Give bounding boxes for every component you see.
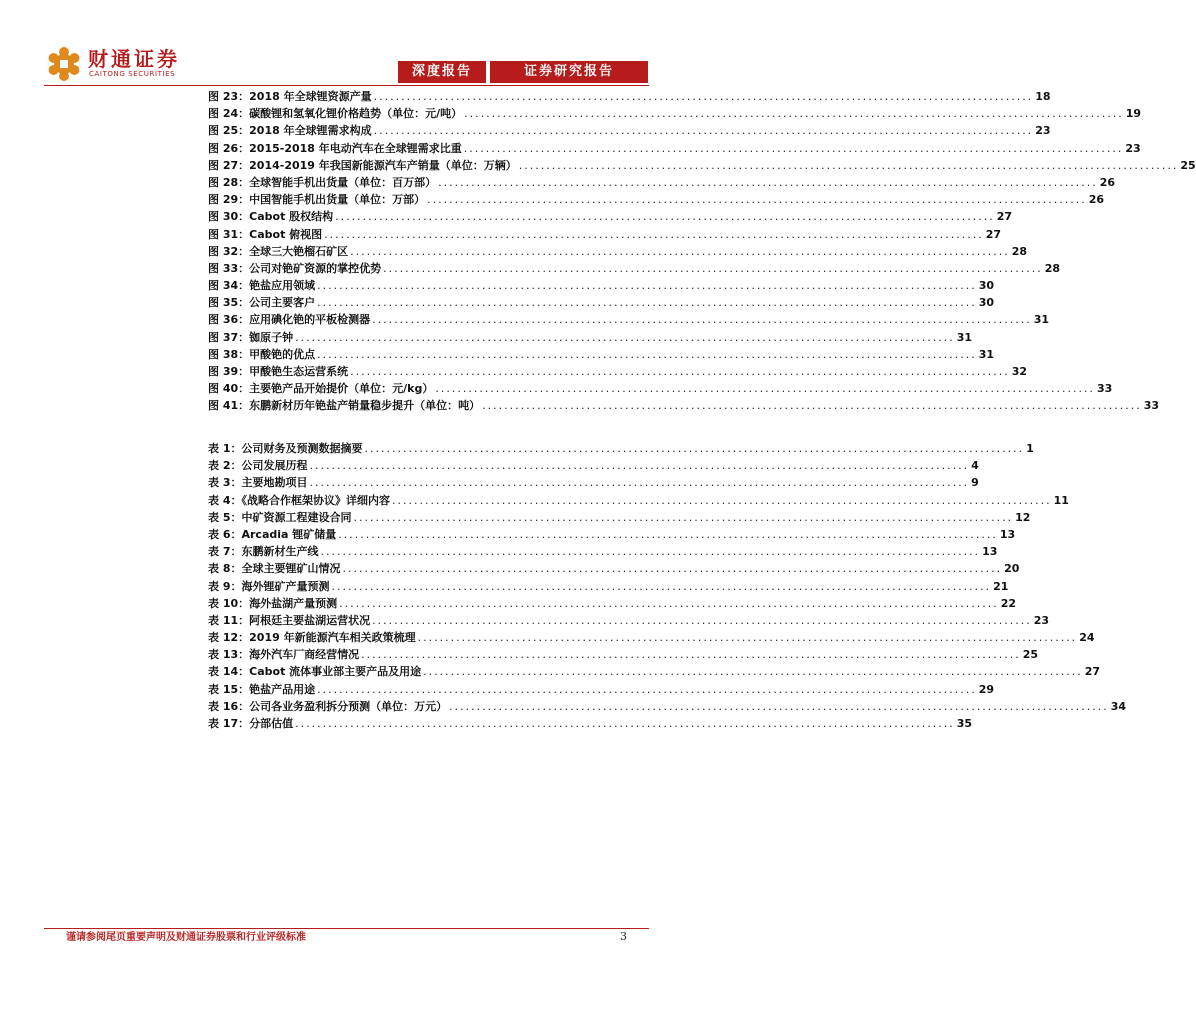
figure-index-entry-page: 27 [985,227,1002,241]
figure-index-entry-page: 31 [956,330,973,344]
leader-dots: ........................................................................................................................ [309,476,970,490]
figure-index-entry-page: 33 [1096,382,1113,396]
figure-index-entry-page: 25 [1180,158,1196,172]
table-index-entry[interactable] [208,474,979,491]
table-index-entry-page: 13 [999,527,1016,541]
table-index-entry[interactable] [208,578,1009,595]
table-index-entry-title: 表 13：海外汽车厂商经营情况 [208,648,360,662]
table-index-entry-page: 11 [1053,493,1069,507]
leader-dots: ........................................................................................................................ [342,562,1003,576]
figure-index-entry-page: 32 [1011,365,1028,378]
leader-dots: ........................................................................................................................ [324,227,984,241]
leader-dots: ........................................................................................................................ [353,510,1014,524]
table-index-entry-page: 22 [1000,596,1017,610]
figure-index-entry-page: 30 [978,279,995,293]
leader-dots: ........................................................................................................................ [361,648,1021,662]
figure-index-entry-page: 33 [1143,399,1160,413]
figure-index-entry-title: 图 39：甲酸铯生态运营系统 [208,365,349,378]
figure-index-entry-title: 图 35：公司主要客户 [208,296,316,310]
table-index-entry-title: 表 14：Cabot 流体事业部主要产品及用途 [208,665,422,679]
figure-index-entry[interactable] [208,329,973,346]
leader-dots: ........................................................................................................................ [339,596,999,610]
table-index-entry[interactable] [208,681,995,698]
table-index-entry-page: 25 [1022,648,1039,662]
leader-dots: ........................................................................................................................ [438,175,1098,189]
table-index-entry-page: 27 [1084,665,1101,679]
leader-dots: ........................................................................................................................ [391,493,1052,507]
figure-index-entry[interactable] [208,174,1116,191]
brand-name-cn: 财通证券 [88,47,180,71]
leader-dots: ........................................................................................................................ [372,613,1032,627]
table-index-entry-title: 表 17：分部估值 [208,717,294,730]
figure-index-entry-title: 图 30：Cabot 股权结构 [208,210,334,224]
figure-index-entry[interactable] [208,88,1051,105]
page-number: 3 [620,930,627,943]
leader-dots: ........................................................................................................................ [417,631,1078,645]
table-index-entry-page: 29 [978,682,995,696]
leader-dots: ........................................................................................................................ [463,141,1124,155]
table-index-entry-page: 24 [1079,631,1095,645]
figure-index-entry-title: 图 31：Cabot 俯视图 [208,227,323,241]
table-index-entry[interactable] [208,698,1127,715]
table-index-entry-title: 表 3：主要地勘项目 [208,476,308,490]
table-index-entry-title: 表 1：公司财务及预测数据摘要 [208,442,363,455]
table-index-entry-title: 表 16：公司各业务盈利拆分预测（单位：万元） [208,699,448,713]
table-index-entry-page: 12 [1015,510,1031,524]
figure-index-entry-page: 23 [1125,141,1141,155]
figure-index [208,88,1196,415]
figure-index-entry-page: 19 [1125,107,1142,121]
leader-dots: ........................................................................................................................ [317,296,977,310]
leader-dots: ........................................................................................................................ [331,579,992,593]
leader-dots: ........................................................................................................................ [309,459,970,473]
figure-index-entry-title: 图 28：全球智能手机出货量（单位：百万部） [208,175,437,189]
table-index-entry[interactable] [208,543,998,560]
figure-index-entry[interactable] [208,346,995,363]
leader-dots: ........................................................................................................................ [320,545,981,559]
leader-dots: ........................................................................................................................ [449,699,1109,713]
report-type-tag: 深度报告 [398,61,486,83]
figure-index-entry[interactable] [208,191,1105,208]
leader-dots: ........................................................................................................................ [350,365,1010,378]
table-index-entry[interactable] [208,715,973,732]
leader-dots: ........................................................................................................................ [364,442,1025,455]
figure-index-entry[interactable] [208,122,1051,139]
figure-index-entry[interactable] [208,243,1028,260]
figure-index-entry[interactable] [208,363,1028,380]
table-index-entry[interactable] [208,440,1034,457]
figure-index-entry-page: 30 [978,296,995,310]
header-divider [44,85,649,86]
leader-dots: ........................................................................................................................ [464,107,1124,121]
figure-index-entry-page: 26 [1088,193,1105,207]
figure-index-entry[interactable] [208,208,1013,225]
table-index-entry[interactable] [208,526,1016,543]
figure-index-entry-title: 图 24：碳酸锂和氢氧化锂价格趋势（单位：元/吨） [208,107,463,121]
figure-index-entry-title: 图 29：中国智能手机出货量（单位：万部） [208,193,426,207]
leader-dots: ........................................................................................................................ [372,313,1032,327]
leader-dots: ........................................................................................................................ [338,527,998,541]
table-index-entry-title: 表 6：Arcadia 锂矿储量 [208,527,337,541]
figure-index-entry[interactable] [208,277,995,294]
leader-dots: ........................................................................................................................ [295,330,955,344]
figure-index-entry-page: 28 [1011,244,1028,258]
leader-dots: ........................................................................................................................ [373,124,1034,138]
figure-index-entry-title: 图 34：铯盐应用领域 [208,279,316,293]
table-index-entry-title: 表 7：东鹏新材生产线 [208,545,319,559]
figure-index-entry[interactable] [208,380,1113,397]
table-index-entry-page: 9 [971,476,979,490]
leader-dots: ........................................................................................................................ [317,682,977,696]
figure-index-entry-title: 图 26：2015-2018 年电动汽车在全球锂需求比重 [208,141,462,155]
table-index-entry[interactable] [208,457,979,474]
table-index-entry-page: 21 [993,579,1009,593]
table-index-entry[interactable] [208,663,1101,680]
figure-index-entry-page: 31 [1033,313,1050,327]
figure-index-entry[interactable] [208,105,1142,122]
leader-dots: ........................................................................................................................ [482,399,1142,413]
figure-index-entry-title: 图 36：应用碘化铯的平板检测器 [208,313,371,327]
figure-index-entry[interactable] [208,260,1061,277]
table-index-entry-page: 20 [1004,562,1020,576]
table-index-entry-title: 表 2：公司发展历程 [208,459,308,473]
leader-dots: ........................................................................................................................ [383,261,1043,275]
report-category-tag: 证券研究报告 [490,61,648,83]
table-index-entry-title: 表 12：2019 年新能源汽车相关政策梳理 [208,631,416,645]
figure-index-entry[interactable] [208,294,995,311]
figure-index-entry-page: 27 [996,210,1013,224]
table-index [208,440,1127,732]
table-index-entry-page: 13 [982,545,998,559]
figure-index-entry-page: 18 [1035,90,1051,103]
table-index-entry-title: 表 11：阿根廷主要盐湖运营状况 [208,613,371,627]
table-index-entry-title: 表 9：海外锂矿产量预测 [208,579,330,593]
leader-dots: ........................................................................................................................ [317,347,977,361]
table-index-entry[interactable] [208,646,1039,663]
table-index-entry-title: 表 8：全球主要锂矿山情况 [208,562,341,576]
table-index-entry[interactable] [208,629,1095,646]
footer-divider [44,928,649,929]
figure-index-entry-page: 26 [1099,175,1116,189]
figure-index-entry-title: 图 37：铷原子钟 [208,330,294,344]
figure-index-entry-page: 28 [1044,261,1061,275]
leader-dots: ........................................................................................................................ [373,90,1034,103]
table-index-entry-title: 表 15：铯盐产品用途 [208,682,316,696]
table-index-entry[interactable] [208,612,1050,629]
footer-disclaimer: 谨请参阅尾页重要声明及财通证券股票和行业评级标准 [66,932,306,943]
table-index-entry-title: 表 4：《战略合作框架协议》详细内容 [208,493,390,507]
leader-dots: ........................................................................................................................ [427,193,1087,207]
figure-index-entry-title: 图 41：东鹏新材历年铯盐产销量稳步提升（单位：吨） [208,399,481,413]
table-index-entry[interactable] [208,509,1031,526]
caitong-logo-icon [46,46,82,82]
figure-index-entry[interactable] [208,397,1160,414]
leader-dots: ........................................................................................................................ [435,382,1095,396]
figure-index-entry[interactable] [208,226,1002,243]
figure-index-entry[interactable] [208,140,1141,157]
page-header [0,0,724,90]
leader-dots: ........................................................................................................................ [423,665,1083,679]
leader-dots: ........................................................................................................................ [350,244,1010,258]
table-index-entry-page: 34 [1110,699,1127,713]
leader-dots: ........................................................................................................................ [295,717,955,730]
leader-dots: ........................................................................................................................ [317,279,977,293]
table-index-entry-page: 1 [1026,442,1034,455]
figure-index-entry-title: 图 27：2014-2019 年我国新能源汽车产销量（单位：万辆） [208,158,517,172]
figure-index-entry-title: 图 32：全球三大铯榴石矿区 [208,244,349,258]
brand-name-en: CAITONG SECURITIES [89,70,176,78]
table-index-entry-page: 23 [1033,613,1050,627]
table-index-entry[interactable] [208,492,1069,509]
table-index-entry-title: 表 5：中矿资源工程建设合同 [208,510,352,524]
figure-index-entry-title: 图 23：2018 年全球锂资源产量 [208,90,372,103]
figure-index-entry[interactable] [208,311,1050,328]
table-index-entry[interactable] [208,595,1017,612]
table-index-entry-page: 4 [971,459,979,473]
figure-index-entry-title: 图 25：2018 年全球锂需求构成 [208,124,372,138]
leader-dots: ........................................................................................................................ [335,210,995,224]
table-index-entry[interactable] [208,560,1020,577]
figure-index-entry[interactable] [208,157,1196,174]
figure-index-entry-title: 图 38：甲酸铯的优点 [208,347,316,361]
figure-index-entry-title: 图 40：主要铯产品开始提价（单位：元/kg） [208,382,434,396]
table-index-entry-title: 表 10：海外盐湖产量预测 [208,596,338,610]
leader-dots: ........................................................................................................................ [518,158,1179,172]
table-index-entry-page: 35 [956,717,973,730]
figure-index-entry-title: 图 33：公司对铯矿资源的掌控优势 [208,261,382,275]
figure-index-entry-page: 23 [1035,124,1051,138]
figure-index-entry-page: 31 [978,347,995,361]
